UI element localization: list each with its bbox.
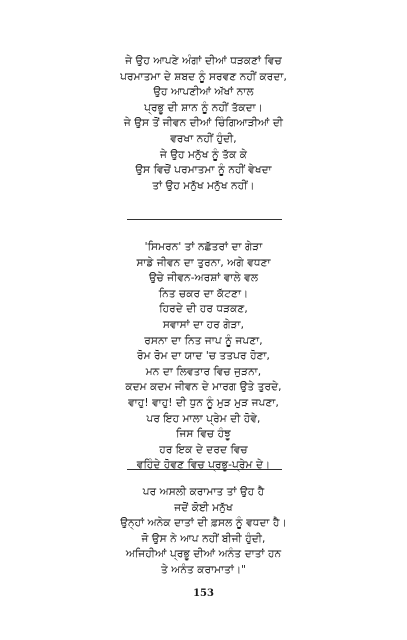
poem-line: ਸਾਡੇ ਜੀਵਨ ਦਾ ਤੁਰਨਾ, ਅਗੇ ਵਧਣਾ — [136, 256, 271, 269]
poem-line: ਤੇ ਅਨੰਤ ਕਰਾਮਾਤਾਂ।" — [160, 563, 247, 576]
poem-line: ਉਚੇ ਜੀਵਨ-ਅਰਸ਼ਾਂ ਵਾਲੇ ਵਲ — [148, 272, 259, 285]
page-number: 153 — [193, 588, 214, 599]
poem-line: ਕਦਮ ਕਦਮ ਜੀਵਨ ਦੇ ਮਾਰਗ ਉਤੇ ਤੁਰਦੇ, — [125, 381, 282, 394]
poem-line: ਜੇ ਉਹ ਮਨੁੱਖ ਨੂੰ ਤੱਕ ਕੇ — [159, 148, 248, 161]
poem-line: ਮਨ ਦਾ ਲਿਵਤਾਰ ਵਿਚ ਜੁੜਨਾ, — [145, 365, 262, 378]
poem-line: ਨਿਤ ਚਕਰ ਦਾ ਕੱਟਣਾ। — [158, 287, 249, 300]
poem-line: ਪਰ ਇਹ ਮਾਲਾ ਪ੍ਰੇਮ ਦੀ ਹੋਵੇ, — [146, 412, 261, 425]
poem-stanza-2 — [40, 240, 367, 474]
poem-line: ਹਿਰਦੇ ਦੀ ਹਰ ਧੜਕਣ, — [159, 303, 248, 316]
poem-line: ਵਹਿੰਦੇ ਹੋਵਣ ਵਿਚ ਪ੍ਰਭੂ-ਪ੍ਰੇਮ ਦੇ। — [136, 459, 271, 472]
poem-line: ਵਾਹੁ! ਵਾਹੁ! ਦੀ ਧੁਨ ਨੂੰ ਮੁੜ ਮੁੜ ਜਪਣਾ, — [128, 396, 279, 409]
poem-line: ਅਜਿਹੀਆਂ ਪ੍ਰਭੂ ਦੀਆਂ ਅਨੰਤ ਦਾਤਾਂ ਹਨ — [125, 548, 282, 561]
poem-line: ਸਵਾਸਾਂ ਦਾ ਹਰ ਗੇੜਾ, — [162, 318, 245, 331]
poem-line: ਉਨ੍ਹਾਂ ਅਨੇਕ ਦਾਤਾਂ ਦੀ ਫ਼ਸਲ ਨੂੰ ਵਧਦਾ ਹੈ। — [120, 517, 287, 530]
poem-line: ਰਸਨਾ ਦਾ ਨਿਤ ਜਾਪ ਨੂੰ ਜਪਣਾ, — [144, 334, 263, 347]
poem-line: ਜੇ ਉਸ ਤੋਂ ਜੀਵਨ ਦੀਆਂ ਚਿੰਗਿਆੜੀਆਂ ਦੀ — [123, 117, 284, 130]
poem-line: 'ਸਿਮਰਨ' ਤਾਂ ਨਛੱਤਰਾਂ ਦਾ ਗੇੜਾ — [144, 241, 263, 253]
poem-line: ਪਰ ਅਸਲੀ ਕਰਾਮਾਤ ਤਾਂ ਉਹ ਹੈ — [142, 486, 265, 498]
poem-line: ਵਰਖਾ ਨਹੀਂ ਹੁੰਦੀ, — [170, 132, 237, 145]
section-divider — [127, 469, 282, 470]
section-divider — [127, 219, 282, 220]
poem-line: ਜੇ ਉਹ ਆਪਣੇ ਅੰਗਾਂ ਦੀਆਂ ਧੜਕਣਾਂ ਵਿਚ — [125, 55, 282, 67]
poem-line: ਪਰਮਾਤਮਾ ਦੇ ਸ਼ਬਦ ਨੂੰ ਸਰਵਣ ਨਹੀਂ ਕਰਦਾ, — [120, 70, 287, 83]
poem-stanza-3 — [40, 485, 367, 579]
poem-line: ਜਦੋਂ ਕੋਈ ਮਨੁੱਖ — [174, 501, 233, 514]
poem-line: ਤਾਂ ਉਹ ਮਨੁੱਖ ਮਨੁੱਖ ਨਹੀਂ। — [152, 179, 255, 192]
poem-line: ਜੋ ਉਸ ਨੇ ਆਪ ਨਹੀਂ ਬੀਜੀ ਹੁੰਦੀ, — [141, 532, 266, 545]
poem-line: ਉਹ ਆਪਣੀਆਂ ਅੱਖਾਂ ਨਾਲ — [153, 86, 254, 99]
poem-stanza-1 — [40, 54, 367, 194]
poem-line: ਉਸ ਵਿਚੋਂ ਪਰਮਾਤਮਾ ਨੂੰ ਨਹੀਂ ਵੇਖਦਾ — [135, 164, 272, 177]
poem-line: ਪ੍ਰਭੂ ਦੀ ਸ਼ਾਨ ਨੂੰ ਨਹੀਂ ਤੱਕਦਾ। — [144, 101, 263, 114]
poem-line: ਹਰ ਇਕ ਦੇ ਦਰਦ ਵਿਚ — [159, 443, 248, 456]
poem-line: ਰੋਮ ਰੋਮ ਦਾ ਯਾਦ 'ਚ ਤਤਪਰ ਹੋਣਾ, — [137, 350, 270, 363]
poem-line: ਜਿਸ ਵਿਚ ਹੰਝੂ — [176, 428, 231, 441]
